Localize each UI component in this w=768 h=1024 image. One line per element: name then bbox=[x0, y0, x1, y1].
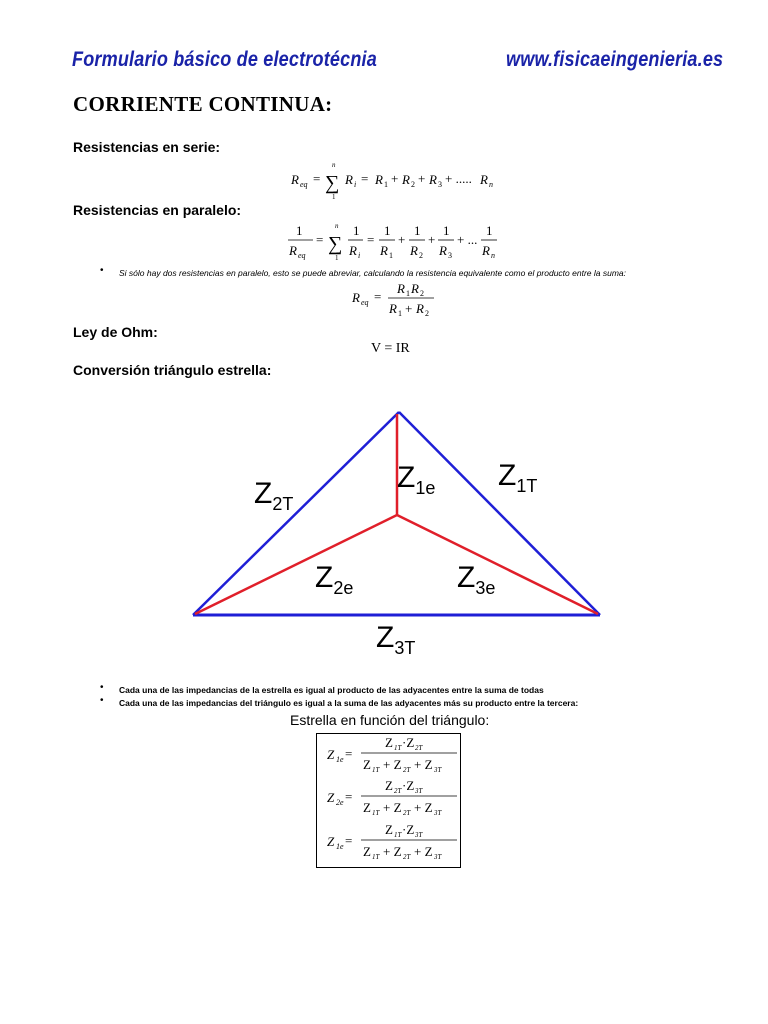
svg-text:1T: 1T bbox=[394, 744, 402, 752]
svg-text:2: 2 bbox=[411, 180, 415, 189]
svg-text:1: 1 bbox=[332, 193, 336, 201]
note-star-rule: Cada una de las impedancias de la estrella es igual al producto de las adyacentes entre la suma de todas bbox=[119, 685, 544, 695]
svg-text:+: + bbox=[391, 171, 399, 186]
svg-text:=: = bbox=[374, 289, 382, 304]
svg-text:1: 1 bbox=[443, 223, 450, 238]
svg-text:+: + bbox=[405, 301, 413, 316]
note-triangle-rule: Cada una de las impedancias del triángulo es igual a la suma de las adyacentes más su producto entre la tercera: bbox=[119, 698, 579, 708]
section-serie: Resistencias en serie: bbox=[73, 139, 221, 155]
svg-text:Z: Z bbox=[327, 834, 335, 849]
svg-text:eq: eq bbox=[361, 298, 369, 307]
label-z3e: $Z_{3e}$ bbox=[457, 561, 496, 598]
svg-text:3T: 3T bbox=[434, 853, 442, 861]
svg-text:Z: Z bbox=[363, 757, 371, 772]
estrella-title: Estrella en función del triángulo: bbox=[290, 712, 490, 728]
svg-text:2T: 2T bbox=[403, 809, 411, 817]
svg-text:Z: Z bbox=[385, 778, 393, 793]
svg-text:+ Z: + Z bbox=[383, 757, 402, 772]
svg-text:Z: Z bbox=[385, 735, 393, 750]
svg-text:=: = bbox=[345, 789, 353, 804]
svg-text:1T: 1T bbox=[394, 831, 402, 839]
note-two-parallel: Si sólo hay dos resistencias en paralelo, esto se puede abreviar, calculando la resistencia equivalente como el producto entre la suma: bbox=[119, 268, 626, 278]
svg-text:·Z: ·Z bbox=[402, 822, 415, 837]
svg-text:1: 1 bbox=[335, 254, 339, 262]
svg-text:=: = bbox=[345, 833, 353, 848]
svg-text:+: + bbox=[428, 232, 436, 247]
header-website: www.fisicaeingenieria.es bbox=[506, 48, 724, 71]
svg-text:n: n bbox=[332, 161, 336, 169]
svg-text:2T: 2T bbox=[403, 766, 411, 774]
svg-text:=: = bbox=[316, 232, 324, 247]
svg-text:R: R bbox=[480, 172, 488, 187]
svg-text:R: R bbox=[349, 243, 357, 258]
svg-text:+ Z: + Z bbox=[383, 800, 402, 815]
svg-text:+ ...: + ... bbox=[457, 232, 478, 247]
svg-text:+ Z: + Z bbox=[414, 844, 433, 859]
svg-text:2T: 2T bbox=[415, 744, 423, 752]
svg-text:∑: ∑ bbox=[328, 233, 343, 255]
svg-text:+: + bbox=[398, 232, 406, 247]
svg-text:+ .....: + ..... bbox=[445, 171, 472, 186]
svg-text:+ Z: + Z bbox=[414, 757, 433, 772]
formula-ohm: V = IR bbox=[371, 341, 410, 356]
triangle-side-left bbox=[193, 412, 399, 615]
bullet-dot: • bbox=[100, 695, 104, 706]
svg-text:R: R bbox=[352, 290, 360, 305]
svg-text:2: 2 bbox=[425, 309, 429, 318]
label-z2e: $Z_{2e}$ bbox=[315, 561, 354, 598]
svg-text:Z: Z bbox=[327, 747, 335, 762]
label-z1e: $Z_{1e}$ bbox=[397, 461, 436, 498]
svg-text:Z: Z bbox=[385, 822, 393, 837]
svg-text:Z: Z bbox=[327, 790, 335, 805]
svg-text:2T: 2T bbox=[394, 787, 402, 795]
svg-text:1: 1 bbox=[486, 223, 493, 238]
svg-text:1: 1 bbox=[398, 309, 402, 318]
svg-text:3T: 3T bbox=[415, 787, 423, 795]
header-title: Formulario básico de electrotécnia bbox=[72, 48, 377, 71]
svg-text:i: i bbox=[354, 180, 357, 189]
star-arm-left bbox=[195, 515, 397, 614]
page-title: CORRIENTE CONTINUA: bbox=[73, 92, 333, 116]
svg-text:·Z: ·Z bbox=[402, 735, 415, 750]
svg-text:2: 2 bbox=[419, 251, 423, 260]
svg-text:R: R bbox=[416, 301, 424, 316]
svg-text:1: 1 bbox=[384, 180, 388, 189]
star-arm-right bbox=[397, 515, 598, 614]
section-paralelo: Resistencias en paralelo: bbox=[73, 202, 242, 218]
svg-text:1T: 1T bbox=[372, 809, 380, 817]
svg-text:R: R bbox=[482, 243, 490, 258]
svg-text:R: R bbox=[397, 281, 405, 296]
svg-text:R: R bbox=[289, 243, 297, 258]
svg-text:R: R bbox=[291, 172, 299, 187]
svg-text:R: R bbox=[380, 243, 388, 258]
svg-text:1T: 1T bbox=[372, 766, 380, 774]
svg-text:1: 1 bbox=[384, 223, 391, 238]
svg-text:n: n bbox=[489, 180, 493, 189]
svg-text:R: R bbox=[411, 281, 419, 296]
svg-text:+: + bbox=[418, 171, 426, 186]
svg-text:∑: ∑ bbox=[325, 172, 340, 194]
svg-text:=: = bbox=[345, 746, 353, 761]
svg-text:2T: 2T bbox=[403, 853, 411, 861]
svg-text:=: = bbox=[367, 232, 375, 247]
formula-box bbox=[316, 733, 461, 868]
svg-text:R: R bbox=[345, 172, 353, 187]
svg-text:+ Z: + Z bbox=[383, 844, 402, 859]
svg-text:·Z: ·Z bbox=[402, 778, 415, 793]
svg-text:=: = bbox=[313, 171, 321, 186]
bullet-dot: • bbox=[100, 682, 104, 693]
svg-text:eq: eq bbox=[300, 180, 308, 189]
label-z2t: $Z_{2T}$ bbox=[254, 477, 294, 514]
svg-text:n: n bbox=[491, 251, 495, 260]
svg-text:2e: 2e bbox=[336, 798, 344, 807]
svg-text:1: 1 bbox=[389, 251, 393, 260]
svg-text:1: 1 bbox=[353, 223, 360, 238]
svg-text:R: R bbox=[389, 301, 397, 316]
svg-text:Z: Z bbox=[363, 844, 371, 859]
bullet-dot: • bbox=[100, 265, 104, 276]
svg-text:1e: 1e bbox=[336, 842, 344, 851]
svg-text:1: 1 bbox=[296, 223, 303, 238]
svg-text:+ Z: + Z bbox=[414, 800, 433, 815]
triangle-side-right bbox=[399, 412, 600, 615]
svg-text:1T: 1T bbox=[372, 853, 380, 861]
svg-text:R: R bbox=[410, 243, 418, 258]
svg-text:1e: 1e bbox=[336, 755, 344, 764]
svg-text:R: R bbox=[439, 243, 447, 258]
svg-text:1: 1 bbox=[406, 289, 410, 298]
svg-text:R: R bbox=[375, 172, 383, 187]
svg-text:R: R bbox=[429, 172, 437, 187]
label-z3t: $Z_{3T}$ bbox=[376, 621, 416, 658]
section-ohm: Ley de Ohm: bbox=[73, 324, 158, 340]
svg-text:Z: Z bbox=[363, 800, 371, 815]
svg-text:eq: eq bbox=[298, 251, 306, 260]
svg-text:3T: 3T bbox=[434, 809, 442, 817]
star-formulas bbox=[317, 734, 460, 867]
svg-text:2: 2 bbox=[420, 289, 424, 298]
svg-text:=: = bbox=[361, 171, 369, 186]
svg-text:i: i bbox=[358, 251, 361, 260]
svg-text:1: 1 bbox=[414, 223, 421, 238]
svg-text:3T: 3T bbox=[415, 831, 423, 839]
svg-text:3: 3 bbox=[448, 251, 452, 260]
section-conversion: Conversión triángulo estrella: bbox=[73, 362, 272, 378]
svg-text:3T: 3T bbox=[434, 766, 442, 774]
svg-text:n: n bbox=[335, 222, 339, 230]
label-z1t: $Z_{1T}$ bbox=[498, 459, 538, 496]
svg-text:R: R bbox=[402, 172, 410, 187]
svg-text:3: 3 bbox=[438, 180, 442, 189]
